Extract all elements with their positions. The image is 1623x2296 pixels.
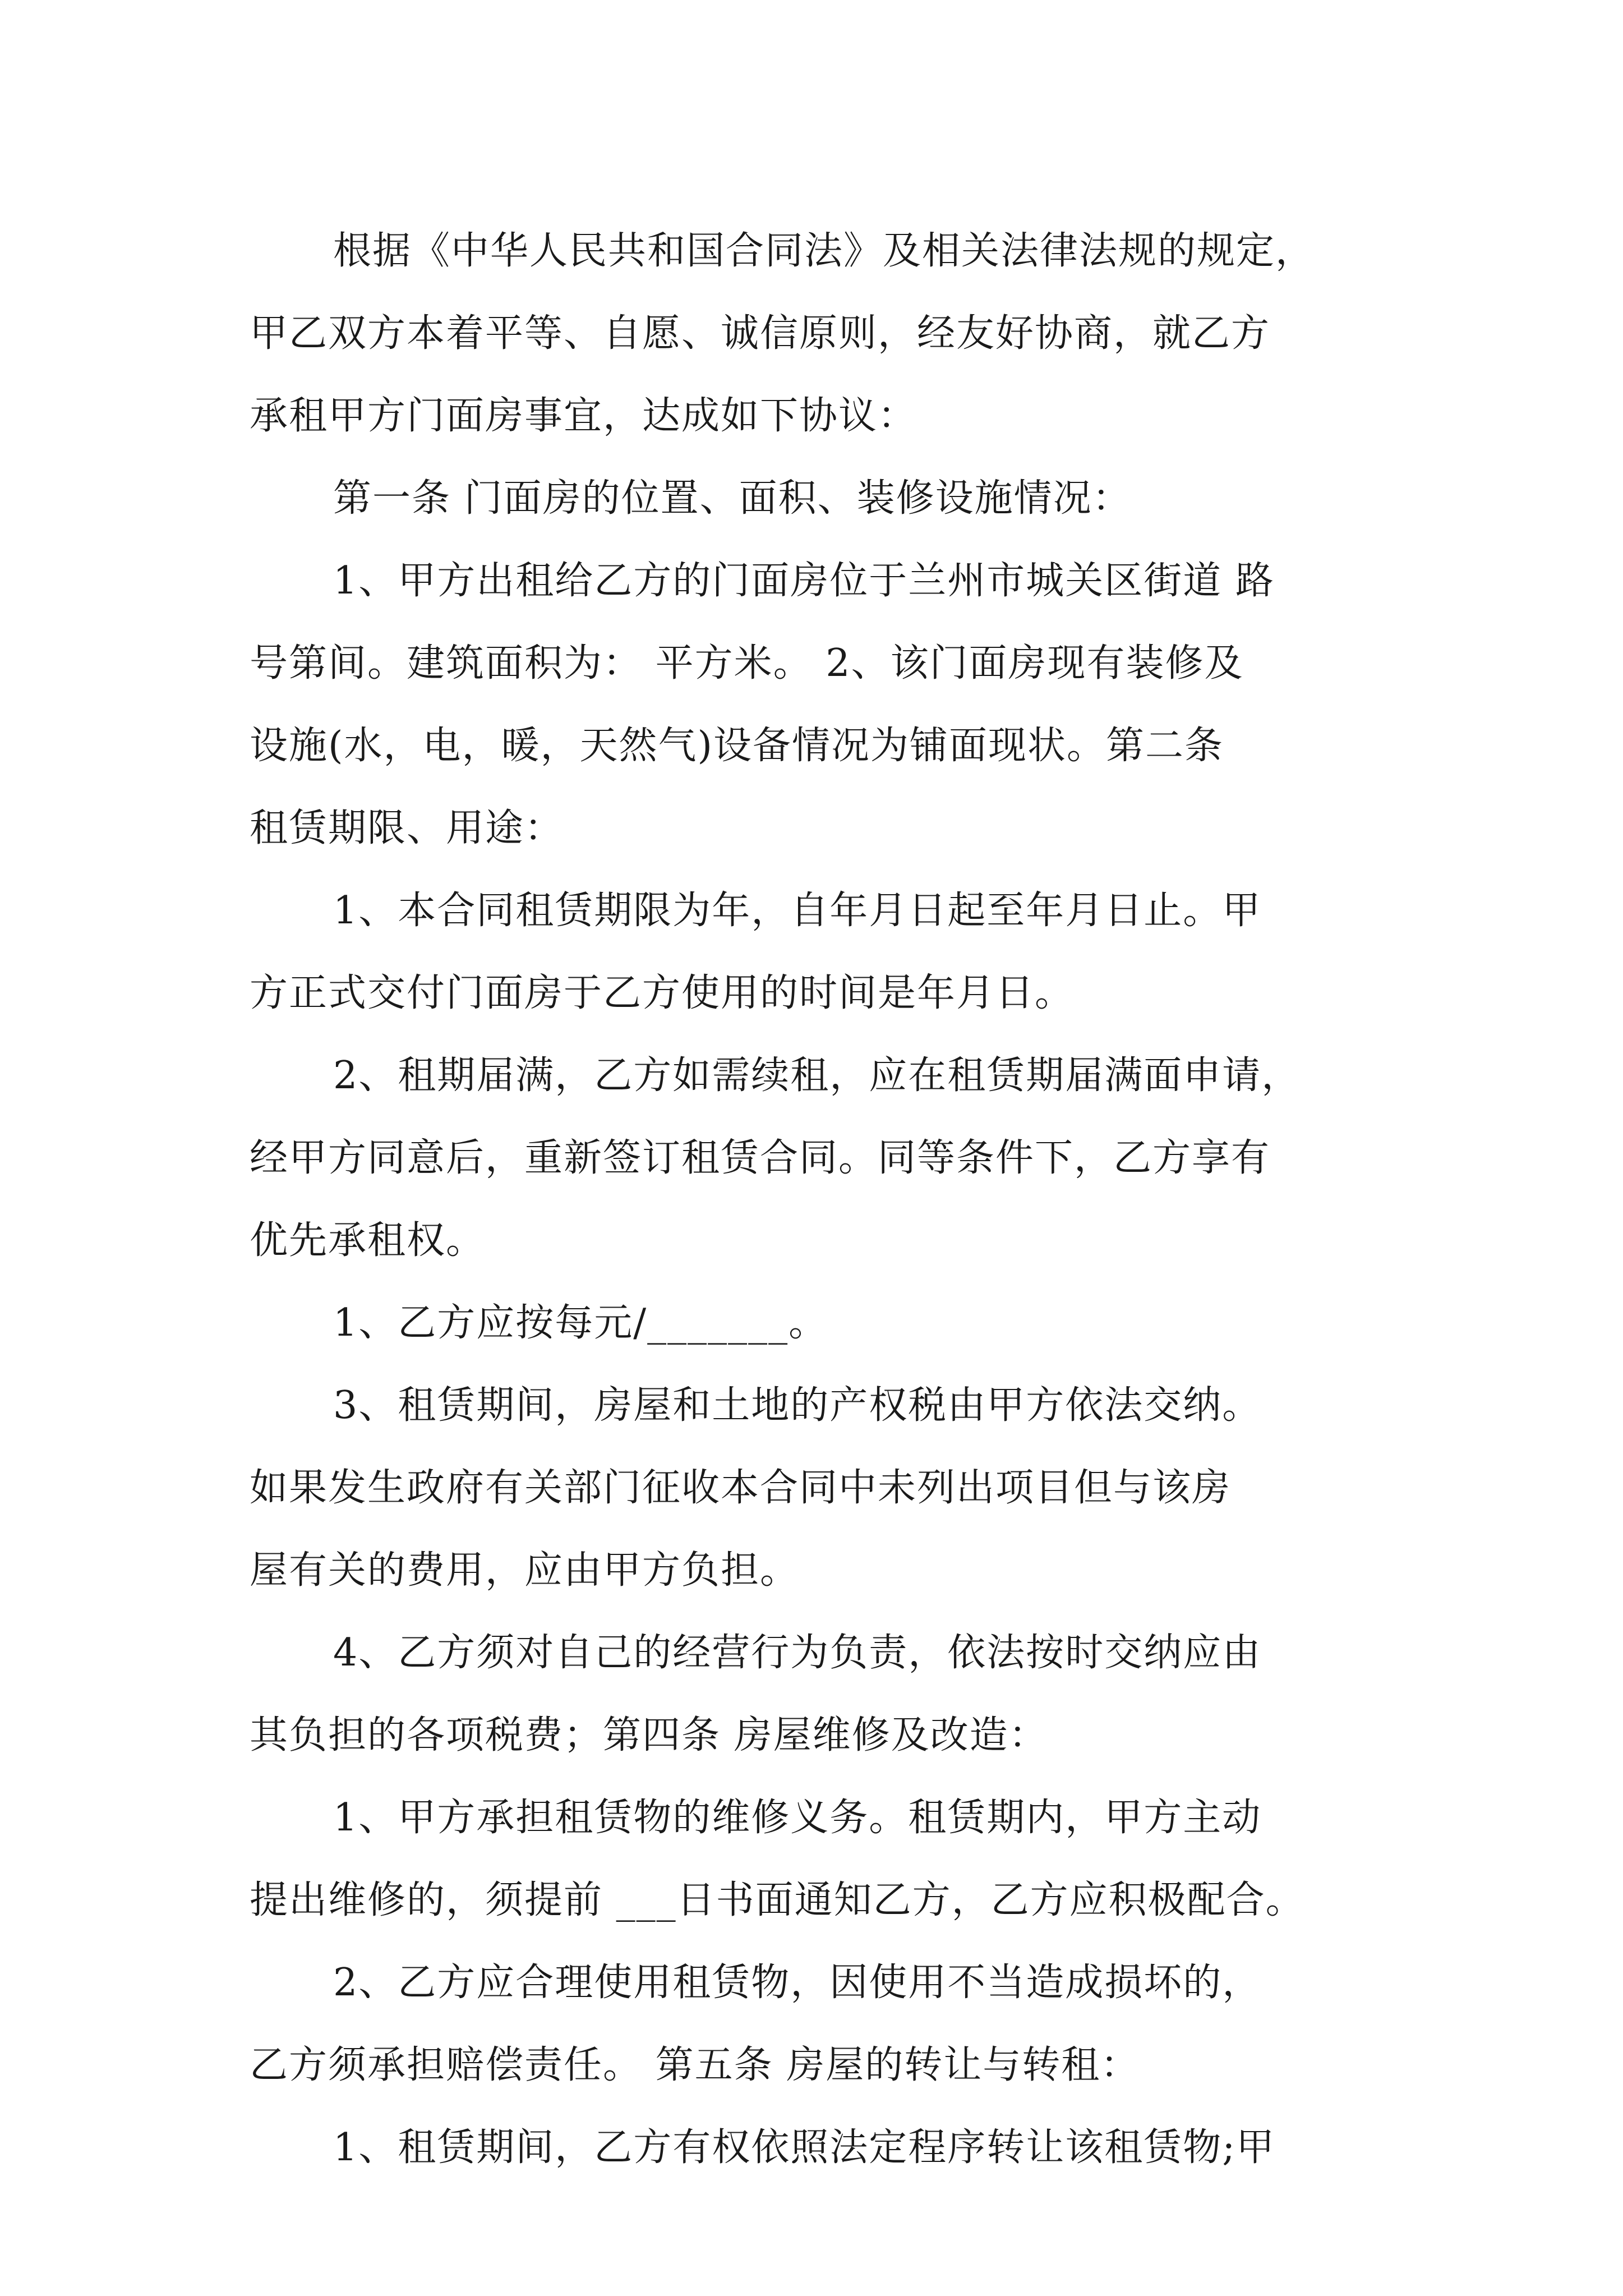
article-heading: 第一条 门面房的位置、面积、装修设施情况： — [333, 476, 1132, 521]
paragraph-line: 号第间。建筑面积为： 平方米。 2、该门面房现有装修及 — [250, 641, 1244, 685]
paragraph-line: 方正式交付门面房于乙方使用的时间是年月日。 — [250, 971, 1075, 1015]
paragraph-line: 1、甲方出租给乙方的门面房位于兰州市城关区街道 路 — [333, 559, 1275, 603]
paragraph-line: 租赁期限、用途： — [250, 806, 564, 850]
paragraph-line: 设施(水，电，暖，天然气)设备情况为铺面现状。第二条 — [250, 724, 1224, 768]
paragraph-line: 如果发生政府有关部门征收本合同中未列出项目但与该房 — [250, 1466, 1232, 1510]
paragraph-line: 乙方须承担赔偿责任。 第五条 房屋的转让与转租： — [250, 2043, 1140, 2087]
paragraph-line: 1、甲方承担租赁物的维修义务。租赁期内，甲方主动 — [333, 1796, 1262, 1840]
paragraph-line: 根据《中华人民共和国合同法》及相关法律法规的规定， — [333, 229, 1315, 273]
paragraph-line: 优先承租权。 — [250, 1218, 486, 1263]
paragraph-line: 2、乙方应合理使用租赁物，因使用不当造成损坏的， — [333, 1961, 1262, 2005]
paragraph-line: 1、乙方应按每元/_______。 — [333, 1301, 828, 1345]
paragraph-line: 提出维修的，须提前 ___日书面通知乙方，乙方应积极配合。 — [250, 1878, 1305, 1922]
paragraph-line: 甲乙双方本着平等、自愿、诚信原则，经友好协商，就乙方 — [250, 311, 1271, 356]
paragraph-line: 2、租期届满，乙方如需续租，应在租赁期届满面申请， — [333, 1053, 1301, 1098]
paragraph-line: 经甲方同意后，重新签订租赁合同。同等条件下，乙方享有 — [250, 1136, 1271, 1180]
paragraph-line: 3、租赁期间，房屋和土地的产权税由甲方依法交纳。 — [333, 1383, 1262, 1428]
paragraph-line: 其负担的各项税费；第四条 房屋维修及改造： — [250, 1713, 1048, 1757]
paragraph-line: 1、本合同租赁期限为年，自年月日起至年月日止。甲 — [333, 889, 1262, 933]
paragraph-line: 1、租赁期间，乙方有权依照法定程序转让该租赁物;甲 — [333, 2125, 1276, 2170]
paragraph-line: 承租甲方门面房事宜，达成如下协议： — [250, 394, 917, 438]
contract-body — [250, 210, 1377, 2189]
paragraph-line: 4、乙方须对自己的经营行为负责，依法按时交纳应由 — [333, 1631, 1262, 1675]
paragraph-line: 屋有关的费用，应由甲方负担。 — [250, 1548, 800, 1593]
